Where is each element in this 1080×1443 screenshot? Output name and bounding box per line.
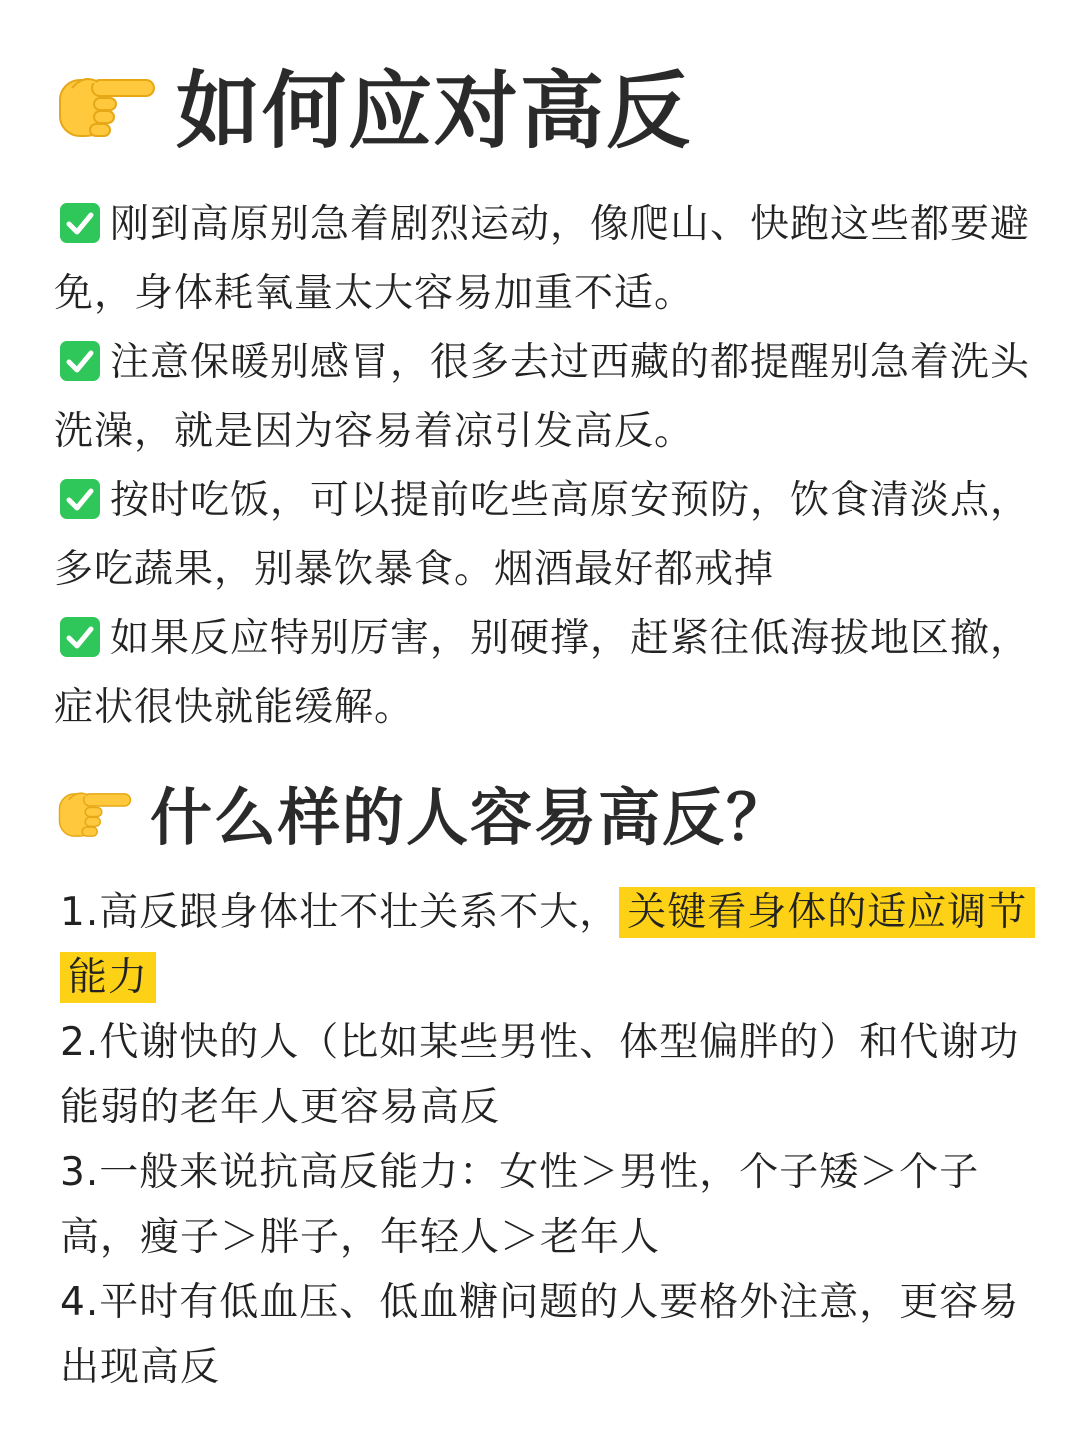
point-text: 1.高反跟身体壮不壮关系不大， [60, 890, 620, 935]
page-title: 如何应对高反 [176, 61, 693, 160]
list-item: 2.代谢快的人（比如某些男性、体型偏胖的）和代谢功能弱的老年人更容易高反 [60, 1020, 1020, 1130]
tip-text: 注意保暖别感冒，很多去过西藏的都提醒别急着洗头洗澡，就是因为容易着凉引发高反。 [54, 340, 1031, 454]
points-list [60, 880, 1030, 1400]
list-item [54, 328, 1034, 466]
check-mark-icon [60, 479, 100, 519]
backhand-index-pointing-right-icon [58, 784, 132, 840]
section-heading [58, 772, 790, 852]
section-heading [58, 52, 693, 160]
backhand-index-pointing-right-icon [58, 68, 156, 140]
list-item: 3.一般来说抗高反能力：女性＞男性，个子矮＞个子高，瘦子＞胖子，年轻人＞老年人 [60, 1150, 980, 1260]
tips-list [54, 190, 1034, 742]
list-item: 4.平时有低血压、低血糖问题的人要格外注意，更容易出现高反 [60, 1280, 1020, 1390]
highlighted-text: 关键看身体的适应调节能力 [60, 887, 1035, 1003]
list-item [54, 466, 1034, 604]
tip-text: 如果反应特别厉害，别硬撑，赶紧往低海拔地区撤，症状很快就能缓解。 [54, 616, 1031, 730]
list-item [60, 880, 1030, 1010]
check-mark-icon [60, 203, 100, 243]
check-mark-icon [60, 341, 100, 381]
tip-text: 刚到高原别急着剧烈运动，像爬山、快跑这些都要避免，身体耗氧量太大容易加重不适。 [54, 202, 1031, 316]
check-mark-icon [60, 617, 100, 657]
list-item [54, 604, 1034, 742]
section-title: 什么样的人容易高反？ [150, 780, 791, 854]
list-item [54, 190, 1034, 328]
tip-text: 按时吃饭，可以提前吃些高原安预防，饮食清淡点，多吃蔬果，别暴饮暴食。烟酒最好都戒掉 [54, 478, 1031, 592]
